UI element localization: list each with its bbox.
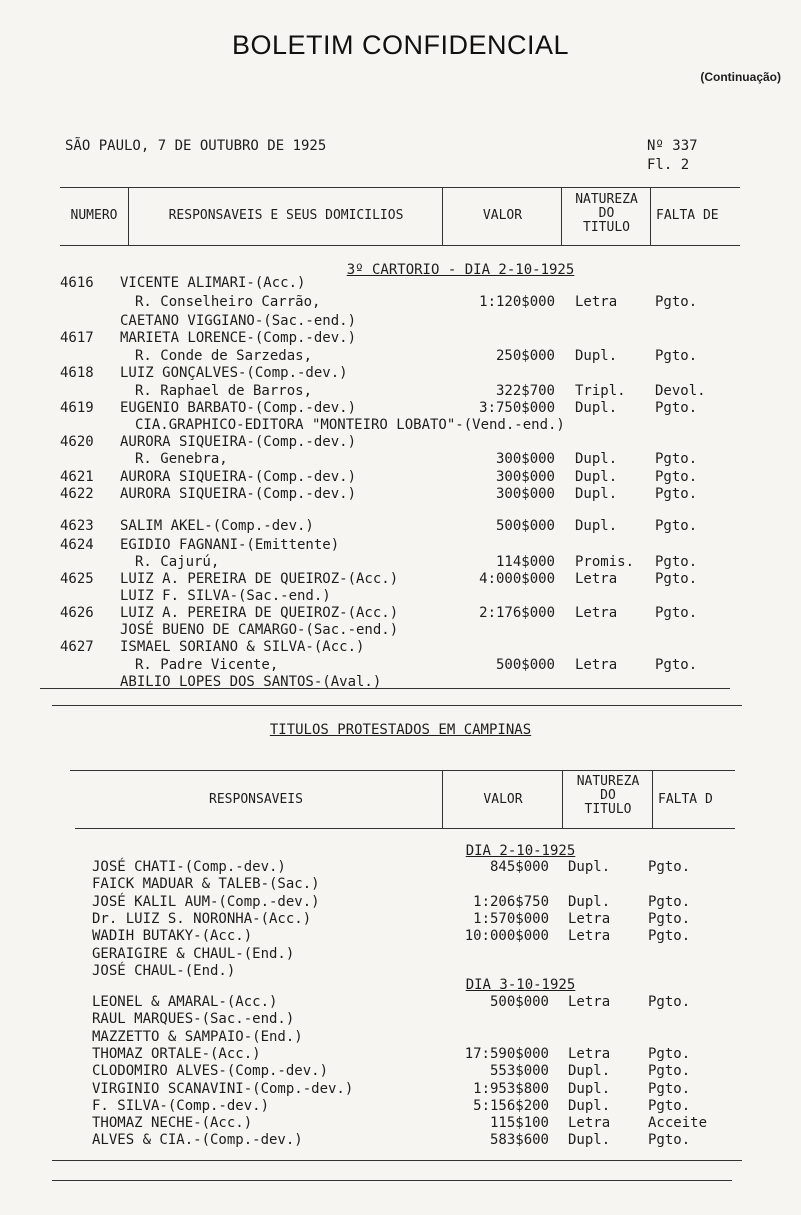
table-row (0, 469, 801, 487)
continuation-label: (Continuação) (700, 70, 781, 84)
row-valor: 5:156$200 (473, 1097, 549, 1114)
row-responsavel: THOMAZ ORTALE-(Acc.) (92, 1045, 261, 1062)
col2-header-valor: VALOR (483, 792, 523, 807)
table-row (0, 554, 801, 572)
row-valor: 583$600 (489, 1132, 549, 1149)
table-row (0, 928, 801, 946)
row-valor: 300$000 (495, 451, 555, 467)
row-falta: Pgto. (655, 400, 698, 416)
table-row (0, 1063, 801, 1081)
row-valor: 3:750$000 (479, 400, 555, 416)
row-responsavel: AURORA SIQUEIRA-(Comp.-dev.) (120, 486, 357, 502)
row-responsavel: R. Cajurú, (135, 554, 220, 570)
row-natureza: Letra (568, 928, 611, 945)
row-natureza: Dupl. (568, 1080, 611, 1097)
row-falta: Pgto. (655, 294, 698, 310)
row-responsavel: CLODOMIRO ALVES-(Comp.-dev.) (92, 1063, 329, 1080)
table-row (0, 571, 801, 589)
row-responsavel: R. Conde de Sarzedas, (135, 348, 313, 364)
row-natureza: Dupl. (575, 469, 618, 485)
row-falta: Pgto. (655, 554, 698, 570)
row-valor: 4:000$000 (479, 571, 555, 587)
row-falta: Pgto. (648, 910, 691, 927)
table-row (0, 417, 801, 435)
row-falta: Pgto. (655, 469, 698, 485)
row-valor: 500$000 (495, 657, 555, 673)
row-number: 4618 (60, 365, 94, 381)
table-row (0, 639, 801, 657)
table-row (0, 313, 801, 331)
table-row (0, 1011, 801, 1029)
row-falta: Pgto. (655, 518, 698, 534)
row-responsavel: ISMAEL SORIANO & SILVA-(Acc.) (120, 639, 365, 655)
place-date: SÃO PAULO, 7 DE OUTUBRO DE 1925 (65, 138, 327, 154)
row-falta: Pgto. (655, 605, 698, 621)
row-falta: Pgto. (648, 1132, 691, 1149)
row-number: 4619 (60, 400, 94, 416)
table-row (0, 275, 801, 293)
row-valor: 322$700 (495, 383, 555, 399)
row-responsavel: LUIZ F. SILVA-(Sac.-end.) (120, 588, 331, 604)
row-responsavel: JOSÉ CHAUL-(End.) (92, 962, 236, 979)
row-responsavel: MAZZETTO & SAMPAIO-(End.) (92, 1028, 303, 1045)
table-row (0, 518, 801, 536)
row-responsavel: SALIM AKEL-(Comp.-dev.) (120, 518, 314, 534)
row-responsavel: LUIZ A. PEREIRA DE QUEIROZ-(Acc.) (120, 571, 399, 587)
sheet-number: Fl. 2 (647, 157, 690, 173)
row-responsavel: JOSÉ BUENO DE CAMARGO-(Sac.-end.) (120, 622, 399, 638)
row-responsavel: R. Raphael de Barros, (135, 383, 313, 399)
row-natureza: Tripl. (575, 383, 626, 399)
row-responsavel: AURORA SIQUEIRA-(Comp.-dev.) (120, 469, 357, 485)
row-falta: Pgto. (655, 657, 698, 673)
table-row (0, 365, 801, 383)
section-title-cartorio: 3º CARTORIO - DIA 2-10-1925 (346, 262, 575, 278)
row-valor: 1:953$800 (473, 1080, 549, 1097)
row-natureza: Dupl. (575, 486, 618, 502)
row-falta: Acceite (648, 1115, 708, 1132)
row-number: 4624 (60, 537, 94, 553)
row-falta: Pgto. (648, 1063, 691, 1080)
table-row (0, 605, 801, 623)
table-row (0, 451, 801, 469)
row-responsavel: RAUL MARQUES-(Sac.-end.) (92, 1011, 295, 1028)
row-falta: Pgto. (655, 571, 698, 587)
row-responsavel: ABILIO LOPES DOS SANTOS-(Aval.) (120, 674, 382, 690)
row-falta: Pgto. (655, 451, 698, 467)
table-row (0, 674, 801, 692)
row-number: 4622 (60, 486, 94, 502)
row-responsavel: CAETANO VIGGIANO-(Sac.-end.) (120, 313, 357, 329)
row-responsavel: FAICK MADUAR & TALEB-(Sac.) (92, 876, 320, 893)
row-responsavel: MARIETA LORENCE-(Comp.-dev.) (120, 330, 357, 346)
col-header-falta: FALTA DE (656, 208, 719, 223)
row-natureza: Letra (568, 1115, 611, 1132)
col-header-natureza: NATUREZA DO TITULO (575, 192, 638, 235)
row-falta: Pgto. (655, 486, 698, 502)
row-natureza: Letra (575, 657, 618, 673)
row-natureza: Dupl. (568, 1097, 611, 1114)
table-row (0, 894, 801, 912)
row-responsavel: AURORA SIQUEIRA-(Comp.-dev.) (120, 434, 357, 450)
row-valor: 2:176$000 (479, 605, 555, 621)
table-row (0, 657, 801, 675)
table-row (0, 1098, 801, 1116)
row-natureza: Letra (575, 571, 618, 587)
table-row (0, 588, 801, 606)
row-number: 4621 (60, 469, 94, 485)
col-header-numero: NUMERO (70, 208, 118, 223)
row-responsavel: WADIH BUTAKY-(Acc.) (92, 928, 253, 945)
row-valor: 10:000$000 (464, 928, 549, 945)
row-responsavel: JOSÉ CHATI-(Comp.-dev.) (92, 859, 286, 875)
table-row (0, 1115, 801, 1133)
row-responsavel: ALVES & CIA.-(Comp.-dev.) (92, 1132, 303, 1149)
row-natureza: Promis. (575, 554, 635, 570)
row-responsavel: THOMAZ NECHE-(Acc.) (92, 1115, 253, 1132)
day-heading-2: DIA 3-10-1925 (465, 977, 576, 993)
row-responsavel: R. Genebra, (135, 451, 228, 467)
row-valor: 553$000 (489, 1063, 549, 1080)
row-valor: 1:120$000 (479, 294, 555, 310)
table-row (0, 859, 801, 877)
row-number: 4625 (60, 571, 94, 587)
table-row (0, 434, 801, 452)
row-falta: Pgto. (648, 1080, 691, 1097)
row-valor: 250$000 (495, 348, 555, 364)
page-title: BOLETIM CONFIDENCIAL (231, 30, 570, 60)
row-falta: Pgto. (648, 928, 691, 945)
row-natureza: Letra (568, 1045, 611, 1062)
table-row (0, 294, 801, 312)
col2-header-responsaveis: RESPONSAVEIS (209, 792, 303, 807)
row-valor: 114$000 (495, 554, 555, 570)
row-valor: 500$000 (495, 518, 555, 534)
row-natureza: Dupl. (575, 348, 618, 364)
row-natureza: Letra (575, 294, 618, 310)
bulletin-number: Nº 337 (647, 138, 698, 154)
row-number: 4616 (60, 275, 94, 291)
row-valor: 300$000 (495, 486, 555, 502)
col-header-responsaveis: RESPONSAVEIS E SEUS DOMICILIOS (168, 208, 404, 223)
row-responsavel: VIRGINIO SCANAVINI-(Comp.-dev.) (92, 1080, 354, 1097)
section-title-campinas: TITULOS PROTESTADOS EM CAMPINAS (269, 722, 532, 738)
table-row (0, 876, 801, 894)
row-valor: 17:590$000 (464, 1045, 549, 1062)
row-natureza: Dupl. (575, 451, 618, 467)
table-row (0, 537, 801, 555)
col2-header-natureza: NATUREZA DO TITULO (576, 774, 640, 817)
table-row (0, 1132, 801, 1150)
row-responsavel: VICENTE ALIMARI-(Acc.) (120, 275, 306, 291)
row-number: 4627 (60, 639, 94, 655)
row-natureza: Dupl. (568, 893, 611, 910)
row-responsavel: EUGENIO BARBATO-(Comp.-dev.) (120, 400, 357, 416)
table-row (0, 486, 801, 504)
row-number: 4623 (60, 518, 94, 534)
row-responsavel: Dr. LUIZ S. NORONHA-(Acc.) (92, 910, 312, 927)
row-responsavel: GERAIGIRE & CHAUL-(End.) (92, 945, 295, 962)
row-number: 4617 (60, 330, 94, 346)
row-responsavel: R. Conselheiro Carrão, (135, 294, 321, 310)
table-row (0, 348, 801, 366)
row-natureza: Dupl. (568, 859, 611, 875)
row-responsavel: LUIZ GONÇALVES-(Comp.-dev.) (120, 365, 348, 381)
row-natureza: Dupl. (575, 518, 618, 534)
row-number: 4620 (60, 434, 94, 450)
table-row (0, 1029, 801, 1047)
row-number: 4626 (60, 605, 94, 621)
row-valor: 1:570$000 (473, 910, 549, 927)
row-natureza: Letra (568, 994, 611, 1010)
row-valor: 300$000 (495, 469, 555, 485)
row-natureza: Letra (575, 605, 618, 621)
row-natureza: Dupl. (568, 1063, 611, 1080)
row-falta: Devol. (655, 383, 706, 399)
col-header-valor: VALOR (482, 208, 523, 223)
row-natureza: Letra (568, 910, 611, 927)
col2-header-falta: FALTA D (658, 792, 713, 807)
row-responsavel: LEONEL & AMARAL-(Acc.) (92, 994, 278, 1010)
table-row (0, 622, 801, 640)
row-natureza: Dupl. (568, 1132, 611, 1149)
row-falta: Pgto. (648, 994, 691, 1010)
table-row (0, 911, 801, 929)
row-responsavel: F. SILVA-(Comp.-dev.) (92, 1097, 270, 1114)
row-falta: Pgto. (648, 893, 691, 910)
row-falta: Pgto. (655, 348, 698, 364)
row-responsavel: R. Padre Vicente, (135, 657, 279, 673)
row-valor: 845$000 (489, 859, 549, 875)
row-valor: 500$000 (489, 994, 549, 1010)
table-row (0, 330, 801, 348)
row-falta: Pgto. (648, 1097, 691, 1114)
table-row (0, 383, 801, 401)
row-responsavel: JOSÉ KALIL AUM-(Comp.-dev.) (92, 893, 320, 910)
table-row (0, 994, 801, 1012)
row-responsavel: CIA.GRAPHICO-EDITORA "MONTEIRO LOBATO"-(Vend.-end.) (135, 417, 565, 433)
row-responsavel: EGIDIO FAGNANI-(Emittente) (120, 537, 340, 553)
row-falta: Pgto. (648, 1045, 691, 1062)
row-responsavel: LUIZ A. PEREIRA DE QUEIROZ-(Acc.) (120, 605, 399, 621)
table-row (0, 1046, 801, 1064)
row-natureza: Dupl. (575, 400, 618, 416)
day-heading-1: DIA 2-10-1925 (465, 843, 576, 859)
row-falta: Pgto. (648, 859, 691, 875)
table-row (0, 400, 801, 418)
table-row (0, 1081, 801, 1099)
row-valor: 1:206$750 (473, 893, 549, 910)
table-row (0, 946, 801, 964)
row-valor: 115$100 (489, 1115, 549, 1132)
